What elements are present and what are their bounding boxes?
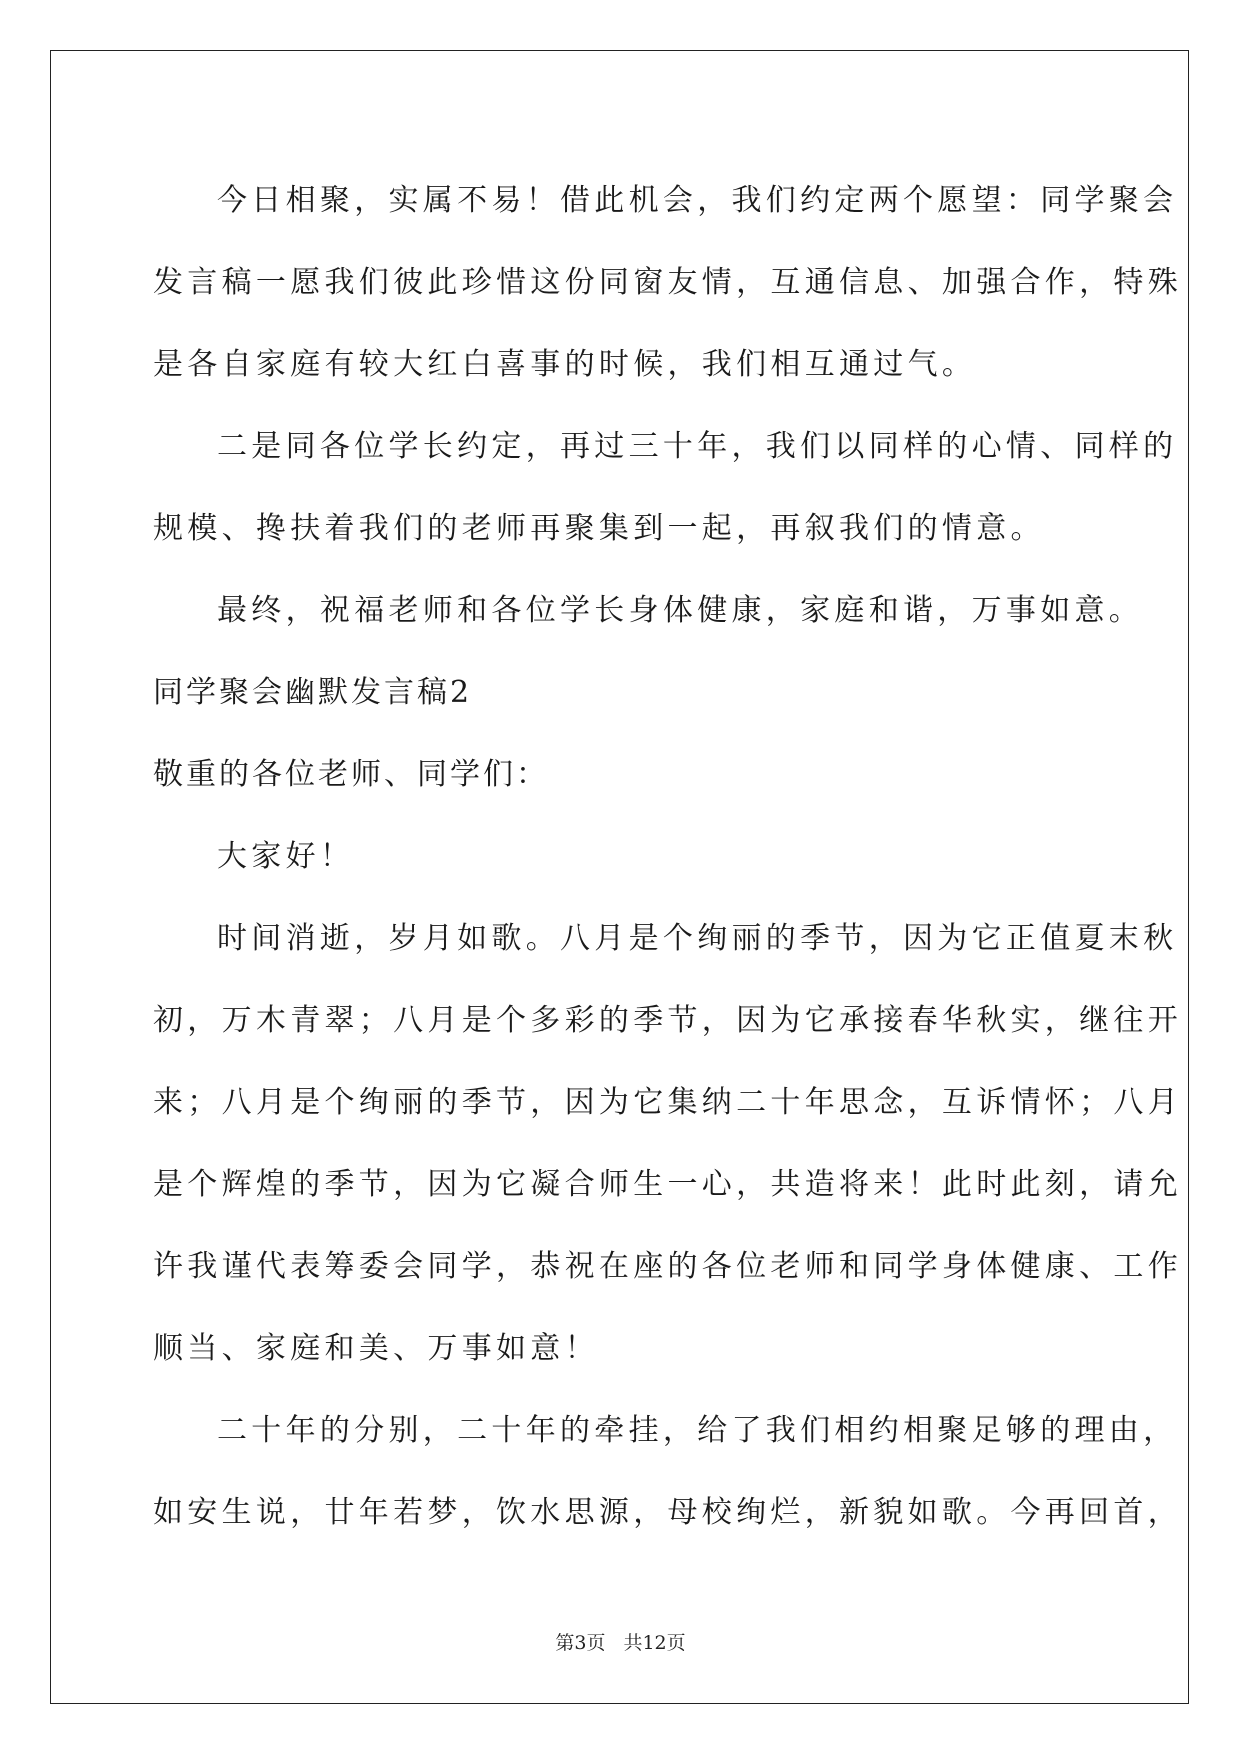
page-total: 共12页 [623,1632,686,1654]
text-line: 许我谨代表筹委会同学，恭祝在座的各位老师和同学身体健康、工作 [153,1249,1182,1284]
text-line: 来；八月是个绚丽的季节，因为它集纳二十年思念，互诉情怀；八月 [153,1085,1182,1120]
page-footer [0,1628,1241,1655]
text-line: 是各自家庭有较大红白喜事的时候，我们相互通过气。 [153,347,977,382]
text-line: 发言稿一愿我们彼此珍惜这份同窗友情，互通信息、加强合作，特殊 [153,265,1182,300]
document-body [153,160,1182,1554]
text-line: 顺当、家庭和美、万事如意！ [153,1331,599,1366]
page-number: 第3页 [555,1632,606,1654]
text-line: 规模、搀扶着我们的老师再聚集到一起，再叙我们的情意。 [153,511,1045,546]
text-line: 是个辉煌的季节，因为它凝合师生一心，共造将来！此时此刻，请允 [153,1167,1182,1202]
greeting: 大家好！ [217,839,355,874]
section-heading: 同学聚会幽默发言稿2 [153,675,473,710]
text-line: 二是同各位学长约定，再过三十年，我们以同样的心情、同样的 [217,429,1178,464]
text-line: 如安生说，廿年若梦，饮水思源，母校绚烂，新貌如歌。今再回首， [153,1495,1182,1530]
text-line: 二十年的分别，二十年的牵挂，给了我们相约相聚足够的理由， [217,1413,1178,1448]
text-line: 最终，祝福老师和各位学长身体健康，家庭和谐，万事如意。 [217,593,1144,628]
text-line: 今日相聚，实属不易！借此机会，我们约定两个愿望：同学聚会 [217,183,1178,218]
salutation: 敬重的各位老师、同学们： [153,757,549,792]
text-line: 时间消逝，岁月如歌。八月是个绚丽的季节，因为它正值夏末秋 [217,921,1178,956]
text-line: 初，万木青翠；八月是个多彩的季节，因为它承接春华秋实，继往开 [153,1003,1182,1038]
